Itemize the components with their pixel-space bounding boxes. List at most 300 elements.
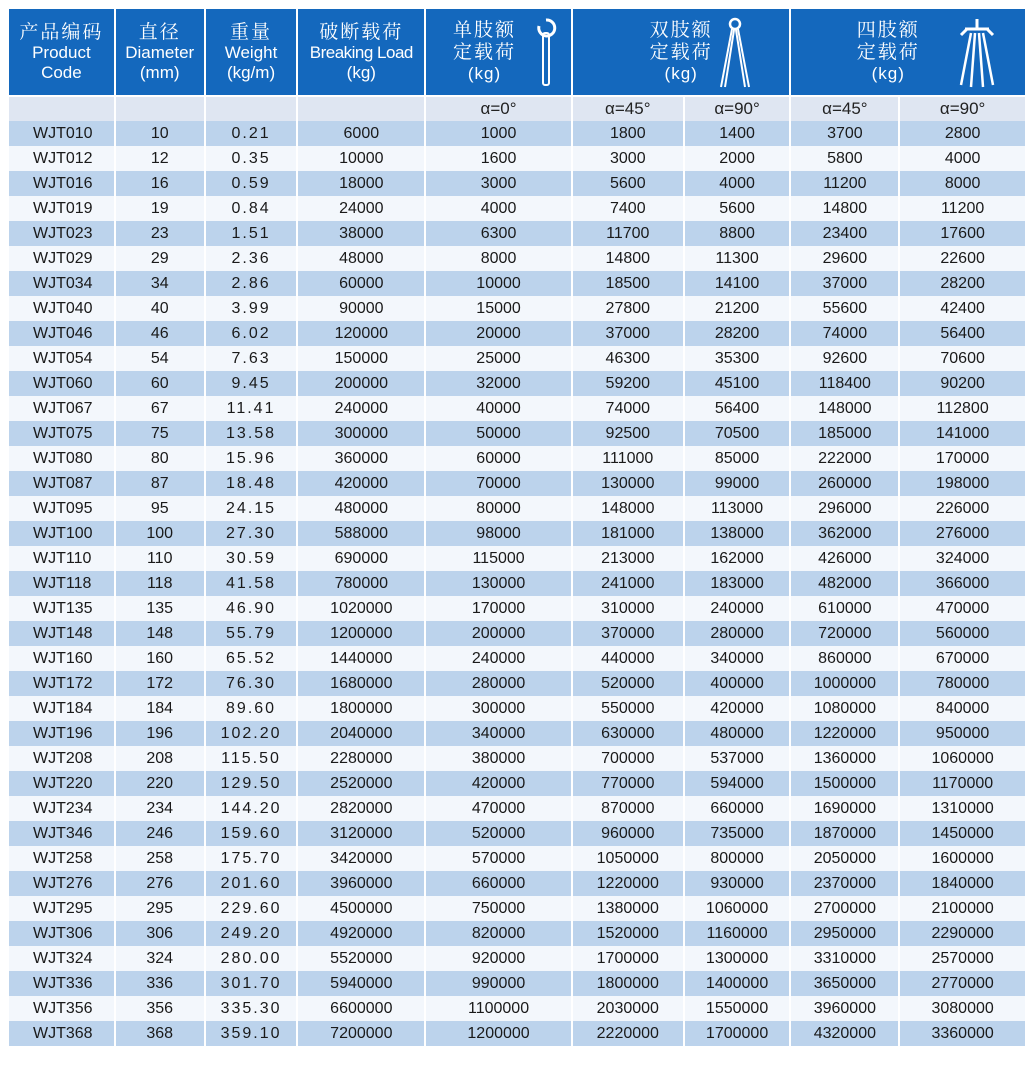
cell-breaking-load: 360000: [298, 446, 424, 471]
cell-double-45: 14800: [573, 246, 683, 271]
cell-product-code: WJT324: [9, 946, 114, 971]
cell-single-0: 570000: [426, 846, 571, 871]
cell-diameter: 75: [116, 421, 204, 446]
table-row: [9, 196, 1025, 221]
header-quad-unit: (kg): [871, 64, 905, 84]
cell-double-45: 241000: [573, 571, 683, 596]
cell-diameter: 118: [116, 571, 204, 596]
table-row: [9, 246, 1025, 271]
cell-weight: 9.45: [206, 371, 297, 396]
cell-single-0: 470000: [426, 796, 571, 821]
cell-weight: 7.63: [206, 346, 297, 371]
cell-single-0: 6300: [426, 221, 571, 246]
cell-breaking-load: 4500000: [298, 896, 424, 921]
angle-subheader-row: [9, 97, 1025, 121]
cell-double-90: 14100: [685, 271, 790, 296]
cell-single-0: 240000: [426, 646, 571, 671]
cell-weight: 18.48: [206, 471, 297, 496]
cell-diameter: 135: [116, 596, 204, 621]
cell-single-0: 40000: [426, 396, 571, 421]
cell-quad-45: 3960000: [791, 996, 898, 1021]
table-row: [9, 1021, 1025, 1046]
header-weight: [206, 9, 297, 95]
cell-diameter: 16: [116, 171, 204, 196]
cell-single-0: 60000: [426, 446, 571, 471]
cell-quad-45: 92600: [791, 346, 898, 371]
cell-breaking-load: 1200000: [298, 621, 424, 646]
cell-quad-45: 29600: [791, 246, 898, 271]
cell-weight: 175.70: [206, 846, 297, 871]
cell-diameter: 148: [116, 621, 204, 646]
table-row: [9, 946, 1025, 971]
header-weight-unit: (kg/m): [226, 62, 276, 82]
cell-product-code: WJT016: [9, 171, 114, 196]
cell-single-0: 70000: [426, 471, 571, 496]
cell-breaking-load: 7200000: [298, 1021, 424, 1046]
cell-weight: 280.00: [206, 946, 297, 971]
table-header: [9, 9, 1025, 95]
cell-double-90: 1400: [685, 121, 790, 146]
cell-double-90: 480000: [685, 721, 790, 746]
two-leg-sling-icon: [717, 17, 753, 91]
cell-diameter: 46: [116, 321, 204, 346]
cell-breaking-load: 90000: [298, 296, 424, 321]
cell-single-0: 98000: [426, 521, 571, 546]
angle-quad-90: α=90°: [900, 97, 1025, 121]
cell-breaking-load: 24000: [298, 196, 424, 221]
header-diameter-unit: (mm): [139, 62, 180, 82]
cell-quad-45: 860000: [791, 646, 898, 671]
cell-single-0: 170000: [426, 596, 571, 621]
cell-diameter: 12: [116, 146, 204, 171]
cell-single-0: 50000: [426, 421, 571, 446]
cell-weight: 359.10: [206, 1021, 297, 1046]
cell-double-90: 1550000: [685, 996, 790, 1021]
cell-quad-45: 2370000: [791, 871, 898, 896]
table-row: [9, 996, 1025, 1021]
cell-breaking-load: 690000: [298, 546, 424, 571]
cell-quad-45: 3310000: [791, 946, 898, 971]
cell-diameter: 19: [116, 196, 204, 221]
cell-quad-90: 276000: [900, 521, 1025, 546]
cell-product-code: WJT148: [9, 621, 114, 646]
cell-quad-45: 1000000: [791, 671, 898, 696]
cell-breaking-load: 3120000: [298, 821, 424, 846]
cell-product-code: WJT135: [9, 596, 114, 621]
header-single-leg: [426, 9, 571, 95]
cell-product-code: WJT095: [9, 496, 114, 521]
cell-diameter: 10: [116, 121, 204, 146]
cell-double-90: 1300000: [685, 946, 790, 971]
cell-breaking-load: 60000: [298, 271, 424, 296]
cell-quad-45: 2050000: [791, 846, 898, 871]
cell-weight: 102.20: [206, 721, 297, 746]
table-row: [9, 646, 1025, 671]
cell-quad-90: 3360000: [900, 1021, 1025, 1046]
cell-weight: 6.02: [206, 321, 297, 346]
cell-quad-45: 118400: [791, 371, 898, 396]
cell-double-45: 550000: [573, 696, 683, 721]
cell-diameter: 295: [116, 896, 204, 921]
cell-double-45: 310000: [573, 596, 683, 621]
cell-product-code: WJT220: [9, 771, 114, 796]
cell-single-0: 32000: [426, 371, 571, 396]
cell-product-code: WJT368: [9, 1021, 114, 1046]
cell-single-0: 200000: [426, 621, 571, 646]
table-row: [9, 696, 1025, 721]
cell-breaking-load: 3960000: [298, 871, 424, 896]
cell-quad-90: 1060000: [900, 746, 1025, 771]
cell-quad-45: 222000: [791, 446, 898, 471]
cell-breaking-load: 38000: [298, 221, 424, 246]
header-breaking-load: [298, 9, 424, 95]
cell-double-90: 280000: [685, 621, 790, 646]
cell-quad-90: 2770000: [900, 971, 1025, 996]
cell-double-90: 5600: [685, 196, 790, 221]
cell-single-0: 990000: [426, 971, 571, 996]
cell-quad-45: 610000: [791, 596, 898, 621]
cell-weight: 41.58: [206, 571, 297, 596]
cell-product-code: WJT172: [9, 671, 114, 696]
cell-diameter: 60: [116, 371, 204, 396]
cell-double-90: 340000: [685, 646, 790, 671]
cell-single-0: 750000: [426, 896, 571, 921]
cell-quad-45: 74000: [791, 321, 898, 346]
cell-diameter: 23: [116, 221, 204, 246]
cell-double-90: 1060000: [685, 896, 790, 921]
table-row: [9, 771, 1025, 796]
cell-diameter: 40: [116, 296, 204, 321]
cell-product-code: WJT100: [9, 521, 114, 546]
cell-product-code: WJT356: [9, 996, 114, 1021]
cell-diameter: 276: [116, 871, 204, 896]
cell-quad-90: 17600: [900, 221, 1025, 246]
cell-weight: 2.86: [206, 271, 297, 296]
cell-breaking-load: 120000: [298, 321, 424, 346]
cell-quad-45: 2950000: [791, 921, 898, 946]
table-row: [9, 621, 1025, 646]
cell-single-0: 660000: [426, 871, 571, 896]
cell-quad-90: 2290000: [900, 921, 1025, 946]
cell-quad-45: 362000: [791, 521, 898, 546]
header-weight-en: Weight: [224, 43, 278, 63]
cell-diameter: 34: [116, 271, 204, 296]
table-row: [9, 146, 1025, 171]
cell-quad-90: 226000: [900, 496, 1025, 521]
cell-breaking-load: 2040000: [298, 721, 424, 746]
cell-single-0: 420000: [426, 771, 571, 796]
cell-single-0: 15000: [426, 296, 571, 321]
angle-single-0: α=0°: [426, 97, 571, 121]
cell-weight: 0.84: [206, 196, 297, 221]
cell-diameter: 67: [116, 396, 204, 421]
angle-cell-empty: [116, 97, 204, 121]
cell-quad-90: 780000: [900, 671, 1025, 696]
cell-diameter: 29: [116, 246, 204, 271]
cell-product-code: WJT110: [9, 546, 114, 571]
cell-double-45: 1700000: [573, 946, 683, 971]
cell-breaking-load: 4920000: [298, 921, 424, 946]
table-row: [9, 321, 1025, 346]
header-two-leg: [573, 9, 790, 95]
table-row: [9, 346, 1025, 371]
cell-breaking-load: 420000: [298, 471, 424, 496]
header-code-en2: Code: [41, 62, 82, 82]
cell-product-code: WJT067: [9, 396, 114, 421]
cell-double-45: 2030000: [573, 996, 683, 1021]
angle-quad-45: α=45°: [791, 97, 898, 121]
single-leg-sling-icon: [535, 17, 557, 89]
cell-quad-45: 37000: [791, 271, 898, 296]
table-row: [9, 296, 1025, 321]
table-row: [9, 821, 1025, 846]
cell-quad-45: 1080000: [791, 696, 898, 721]
cell-quad-90: 198000: [900, 471, 1025, 496]
table-row: [9, 746, 1025, 771]
cell-weight: 27.30: [206, 521, 297, 546]
cell-double-45: 1050000: [573, 846, 683, 871]
cell-double-45: 1800: [573, 121, 683, 146]
table-row: [9, 446, 1025, 471]
cell-quad-90: 1170000: [900, 771, 1025, 796]
cell-quad-90: 1310000: [900, 796, 1025, 821]
cell-single-0: 1000: [426, 121, 571, 146]
cell-breaking-load: 1680000: [298, 671, 424, 696]
cell-double-45: 37000: [573, 321, 683, 346]
cell-single-0: 300000: [426, 696, 571, 721]
cell-double-90: 800000: [685, 846, 790, 871]
cell-single-0: 920000: [426, 946, 571, 971]
cell-diameter: 356: [116, 996, 204, 1021]
cell-product-code: WJT029: [9, 246, 114, 271]
cell-product-code: WJT012: [9, 146, 114, 171]
cell-double-45: 59200: [573, 371, 683, 396]
cell-weight: 129.50: [206, 771, 297, 796]
cell-double-90: 70500: [685, 421, 790, 446]
cell-quad-45: 55600: [791, 296, 898, 321]
cell-double-90: 400000: [685, 671, 790, 696]
cell-diameter: 306: [116, 921, 204, 946]
header-code-en1: Product: [32, 43, 91, 63]
table-row: [9, 671, 1025, 696]
cell-breaking-load: 2820000: [298, 796, 424, 821]
cell-quad-90: 70600: [900, 346, 1025, 371]
cell-quad-90: 670000: [900, 646, 1025, 671]
cell-weight: 2.36: [206, 246, 297, 271]
cell-weight: 0.35: [206, 146, 297, 171]
table-row: [9, 721, 1025, 746]
cell-double-90: 930000: [685, 871, 790, 896]
cell-quad-90: 170000: [900, 446, 1025, 471]
cell-weight: 24.15: [206, 496, 297, 521]
cell-weight: 65.52: [206, 646, 297, 671]
cell-double-45: 1520000: [573, 921, 683, 946]
cell-product-code: WJT306: [9, 921, 114, 946]
cell-quad-90: 840000: [900, 696, 1025, 721]
cell-weight: 30.59: [206, 546, 297, 571]
cell-breaking-load: 3420000: [298, 846, 424, 871]
cell-double-45: 213000: [573, 546, 683, 571]
cell-diameter: 208: [116, 746, 204, 771]
header-diameter: [116, 9, 204, 95]
cell-breaking-load: 10000: [298, 146, 424, 171]
table-row: [9, 121, 1025, 146]
cell-double-90: 537000: [685, 746, 790, 771]
cell-weight: 249.20: [206, 921, 297, 946]
header-quad-cn2: 定载荷: [856, 42, 920, 64]
cell-double-45: 74000: [573, 396, 683, 421]
cell-single-0: 115000: [426, 546, 571, 571]
cell-weight: 76.30: [206, 671, 297, 696]
cell-weight: 3.99: [206, 296, 297, 321]
cell-double-90: 45100: [685, 371, 790, 396]
cell-single-0: 520000: [426, 821, 571, 846]
cell-product-code: WJT295: [9, 896, 114, 921]
cell-breaking-load: 240000: [298, 396, 424, 421]
cell-quad-45: 1500000: [791, 771, 898, 796]
cell-diameter: 246: [116, 821, 204, 846]
table-row: [9, 546, 1025, 571]
cell-double-90: 138000: [685, 521, 790, 546]
header-single-cn1: 单肢额: [453, 20, 517, 42]
angle-cell-empty: [206, 97, 297, 121]
cell-quad-45: 720000: [791, 621, 898, 646]
cell-single-0: 3000: [426, 171, 571, 196]
cell-breaking-load: 18000: [298, 171, 424, 196]
cell-product-code: WJT087: [9, 471, 114, 496]
cell-double-45: 92500: [573, 421, 683, 446]
cell-double-90: 85000: [685, 446, 790, 471]
cell-double-90: 21200: [685, 296, 790, 321]
cell-quad-45: 148000: [791, 396, 898, 421]
cell-diameter: 234: [116, 796, 204, 821]
table-row: [9, 921, 1025, 946]
angle-cell-empty: [298, 97, 424, 121]
cell-breaking-load: 6600000: [298, 996, 424, 1021]
cell-product-code: WJT075: [9, 421, 114, 446]
header-single-unit: (kg): [467, 64, 502, 84]
cell-breaking-load: 1800000: [298, 696, 424, 721]
cell-quad-90: 1600000: [900, 846, 1025, 871]
cell-double-45: 27800: [573, 296, 683, 321]
cell-diameter: 110: [116, 546, 204, 571]
cell-quad-90: 56400: [900, 321, 1025, 346]
cell-quad-90: 3080000: [900, 996, 1025, 1021]
cell-breaking-load: 780000: [298, 571, 424, 596]
cell-product-code: WJT034: [9, 271, 114, 296]
table-row: [9, 796, 1025, 821]
cell-diameter: 80: [116, 446, 204, 471]
cell-breaking-load: 480000: [298, 496, 424, 521]
cell-double-45: 1380000: [573, 896, 683, 921]
header-double-cn1: 双肢额: [649, 20, 713, 42]
cell-double-90: 4000: [685, 171, 790, 196]
cell-diameter: 87: [116, 471, 204, 496]
header-breaking-en: Breaking Load: [309, 43, 413, 63]
cell-quad-45: 260000: [791, 471, 898, 496]
cell-weight: 46.90: [206, 596, 297, 621]
cell-product-code: WJT258: [9, 846, 114, 871]
header-double-unit: (kg): [664, 64, 698, 84]
cell-double-90: 183000: [685, 571, 790, 596]
cell-quad-90: 90200: [900, 371, 1025, 396]
header-diameter-en: Diameter: [125, 43, 195, 63]
header-code-cn: 产品编码: [19, 21, 104, 43]
cell-weight: 1.51: [206, 221, 297, 246]
cell-quad-90: 4000: [900, 146, 1025, 171]
cell-weight: 15.96: [206, 446, 297, 471]
cell-product-code: WJT023: [9, 221, 114, 246]
cell-double-90: 660000: [685, 796, 790, 821]
cell-quad-45: 2700000: [791, 896, 898, 921]
cell-quad-45: 1360000: [791, 746, 898, 771]
cell-diameter: 258: [116, 846, 204, 871]
cell-weight: 11.41: [206, 396, 297, 421]
cell-product-code: WJT118: [9, 571, 114, 596]
cell-double-90: 99000: [685, 471, 790, 496]
cell-diameter: 196: [116, 721, 204, 746]
table-row: [9, 396, 1025, 421]
cell-breaking-load: 1020000: [298, 596, 424, 621]
cell-product-code: WJT184: [9, 696, 114, 721]
table-row: [9, 371, 1025, 396]
cell-double-90: 735000: [685, 821, 790, 846]
cell-single-0: 1600: [426, 146, 571, 171]
cell-diameter: 324: [116, 946, 204, 971]
cell-breaking-load: 150000: [298, 346, 424, 371]
cell-quad-90: 1840000: [900, 871, 1025, 896]
cell-diameter: 172: [116, 671, 204, 696]
cell-quad-45: 1690000: [791, 796, 898, 821]
cell-weight: 13.58: [206, 421, 297, 446]
cell-quad-90: 2570000: [900, 946, 1025, 971]
cell-double-90: 2000: [685, 146, 790, 171]
cell-quad-90: 28200: [900, 271, 1025, 296]
header-breaking-cn: 破断载荷: [319, 21, 404, 43]
cell-single-0: 10000: [426, 271, 571, 296]
cell-weight: 301.70: [206, 971, 297, 996]
cell-double-90: 35300: [685, 346, 790, 371]
cell-product-code: WJT234: [9, 796, 114, 821]
cell-product-code: WJT336: [9, 971, 114, 996]
cell-double-45: 870000: [573, 796, 683, 821]
cell-quad-45: 185000: [791, 421, 898, 446]
header-single-cn2: 定载荷: [453, 42, 517, 64]
cell-single-0: 1100000: [426, 996, 571, 1021]
cell-quad-45: 23400: [791, 221, 898, 246]
cell-quad-90: 11200: [900, 196, 1025, 221]
table-row: [9, 596, 1025, 621]
cell-quad-90: 2800: [900, 121, 1025, 146]
table-row: [9, 221, 1025, 246]
cell-breaking-load: 5520000: [298, 946, 424, 971]
cell-quad-45: 482000: [791, 571, 898, 596]
cell-single-0: 1200000: [426, 1021, 571, 1046]
cell-double-90: 56400: [685, 396, 790, 421]
cell-quad-90: 112800: [900, 396, 1025, 421]
cell-product-code: WJT010: [9, 121, 114, 146]
cell-double-45: 3000: [573, 146, 683, 171]
cell-double-90: 162000: [685, 546, 790, 571]
cell-product-code: WJT346: [9, 821, 114, 846]
cell-double-45: 130000: [573, 471, 683, 496]
cell-breaking-load: 5940000: [298, 971, 424, 996]
cell-diameter: 368: [116, 1021, 204, 1046]
table-row: [9, 896, 1025, 921]
cell-double-90: 28200: [685, 321, 790, 346]
cell-quad-45: 1870000: [791, 821, 898, 846]
cell-double-45: 1800000: [573, 971, 683, 996]
